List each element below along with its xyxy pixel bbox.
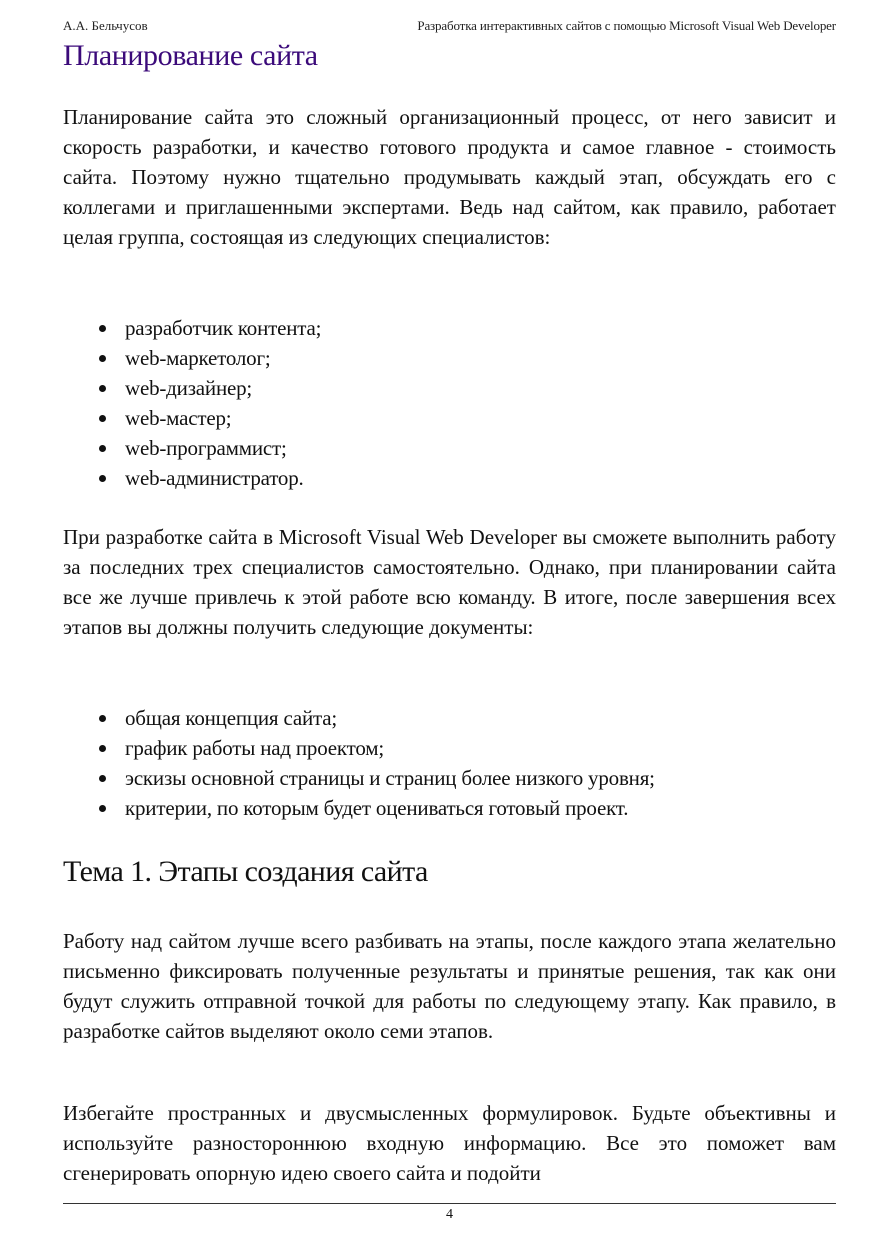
bullet-icon [99, 355, 106, 362]
list-item [63, 373, 836, 403]
list-item-text: web-маркетолог; [125, 346, 271, 370]
list-item [63, 763, 836, 793]
bullet-icon [99, 805, 106, 812]
paragraph-stages: Работу над сайтом лучше всего разбивать на этапы, после каждого этапа желательно письменно фиксировать полученные результаты и принятые решения, так как они будут служить отправной точкой для работы по следующему этапу. Как правило, в разработке сайтов выделяют около семи этапов. [63, 929, 836, 1043]
list-item-text: эскизы основной страницы и страниц более низкого уровня; [125, 766, 655, 790]
bullet-icon [99, 385, 106, 392]
list-item [63, 463, 836, 493]
topic-title: Тема 1. Этапы создания сайта [63, 855, 428, 888]
list-item-text: web-администратор. [125, 466, 304, 490]
list-item [63, 733, 836, 763]
header-author: А.А. Бельчусов [63, 18, 148, 33]
bullet-icon [99, 475, 106, 482]
paragraph-advice: Избегайте пространных и двусмысленных формулировок. Будьте объективны и используйте разностороннюю входную информацию. Все это поможет вам сгенерировать опорную идею своего сайта и подойти [63, 1101, 836, 1185]
paragraph-vwd: При разработке сайта в Microsoft Visual Web Developer вы сможете выполнить работу за последних трех специалистов самостоятельно. Однако, при планировании сайта все же лучше привлечь к этой работе всю команду. В итоге, после завершения всех этапов вы должны получить следующие документы: [63, 525, 836, 639]
section-title: Планирование сайта [63, 39, 318, 72]
list-item [63, 793, 836, 823]
list-item-text: график работы над проектом; [125, 736, 384, 760]
list-item [63, 313, 836, 343]
page-number: 4 [446, 1207, 453, 1222]
list-item [63, 343, 836, 373]
specialists-list [63, 313, 836, 493]
list-item-text: web-программист; [125, 436, 287, 460]
running-header [63, 17, 836, 35]
list-item [63, 703, 836, 733]
list-item [63, 403, 836, 433]
header-book-title: Разработка интерактивных сайтов с помощью Microsoft Visual Web Developer [417, 18, 836, 33]
footer-divider [63, 1203, 836, 1204]
bullet-icon [99, 325, 106, 332]
documents-list [63, 703, 836, 823]
bullet-icon [99, 745, 106, 752]
paragraph-intro: Планирование сайта это сложный организационный процесс, от него зависит и скорость разработки, и качество готового продукта и самое главное - стоимость сайта. Поэтому нужно тщательно продумывать каждый этап, обсуждать его с коллегами и приглашенными экспертами. Ведь над сайтом, как правило, работает целая группа, состоящая из следующих специалистов: [63, 105, 836, 249]
bullet-icon [99, 445, 106, 452]
bullet-icon [99, 415, 106, 422]
list-item-text: общая концепция сайта; [125, 706, 337, 730]
bullet-icon [99, 775, 106, 782]
list-item-text: разработчик контента; [125, 316, 322, 340]
list-item-text: web-дизайнер; [125, 376, 253, 400]
list-item [63, 433, 836, 463]
bullet-icon [99, 715, 106, 722]
list-item-text: критерии, по которым будет оцениваться готовый проект. [125, 796, 629, 820]
list-item-text: web-мастер; [125, 406, 232, 430]
